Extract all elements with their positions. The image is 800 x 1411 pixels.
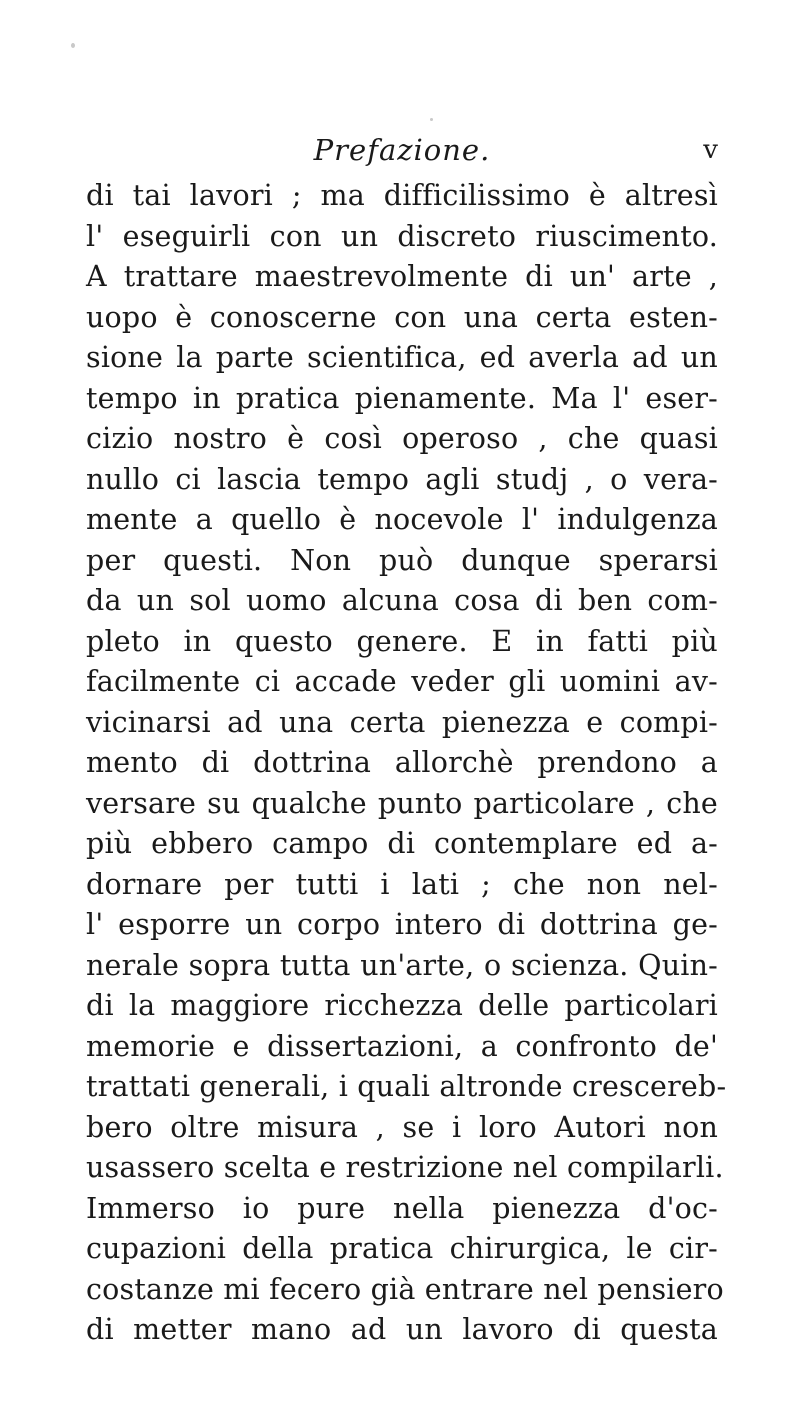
text-line: versare su qualche punto particolare , che [86,786,718,820]
text-line: Immerso io pure nella pienezza d'oc- [86,1191,718,1225]
text-line: A trattare maestrevolmente di un' arte , [86,260,718,293]
text-line: sione la parte scientifica, ed averla ad un [86,341,718,374]
running-title: Prefazione. [313,133,491,167]
text-line: l' eseguirli con un discreto riuscimento. [86,219,718,253]
paper-speck [430,118,433,121]
text-line: di tai lavori ; ma difficilissimo è altresì [86,179,718,212]
body-text [86,176,727,1351]
text-line: di la maggiore ricchezza delle particolari [86,989,718,1022]
text-line: cupazioni della pratica chirurgica, le cir- [86,1232,718,1265]
text-line: di metter mano ad un lavoro di questa [86,1313,718,1346]
text-line: memorie e dissertazioni, a confronto de' [86,1029,718,1063]
page-number: v [703,135,718,165]
text-line: trattati generali, i quali altronde crescereb- [86,1070,727,1103]
text-line: più ebbero campo di contemplare ed a- [86,827,718,860]
text-line: facilmente ci accade veder gli uomini av- [86,665,718,698]
text-line: pleto in questo genere. E in fatti più [86,624,718,658]
text-line: dornare per tutti i lati ; che non nel- [86,867,718,901]
text-line: nerale sopra tutta un'arte, o scienza. Quin- [86,948,718,982]
text-line: bero oltre misura , se i loro Autori non [86,1110,718,1144]
text-line: nullo ci lascia tempo agli studj , o vera- [86,462,718,496]
text-line: per questi. Non può dunque sperarsi [86,543,718,577]
text-line: uopo è conoscerne con una certa esten- [86,300,718,334]
text-line: vicinarsi ad una certa pienezza e compi- [86,705,718,739]
paper-speck [71,43,75,48]
text-line: da un sol uomo alcuna cosa di ben com- [86,584,718,617]
text-line: mento di dottrina allorchè prendono a [86,746,718,779]
text-line: costanze mi fecero già entrare nel pensiero [86,1272,724,1306]
text-line: usassero scelta e restrizione nel compilarli. [86,1151,724,1184]
text-line: tempo in pratica pienamente. Ma l' eser- [86,381,718,415]
text-line: cizio nostro è così operoso , che quasi [86,422,718,455]
page-header [86,128,718,172]
text-line: mente a quello è nocevole l' indulgenza [86,503,718,536]
text-line: l' esporre un corpo intero di dottrina ge- [86,908,718,941]
